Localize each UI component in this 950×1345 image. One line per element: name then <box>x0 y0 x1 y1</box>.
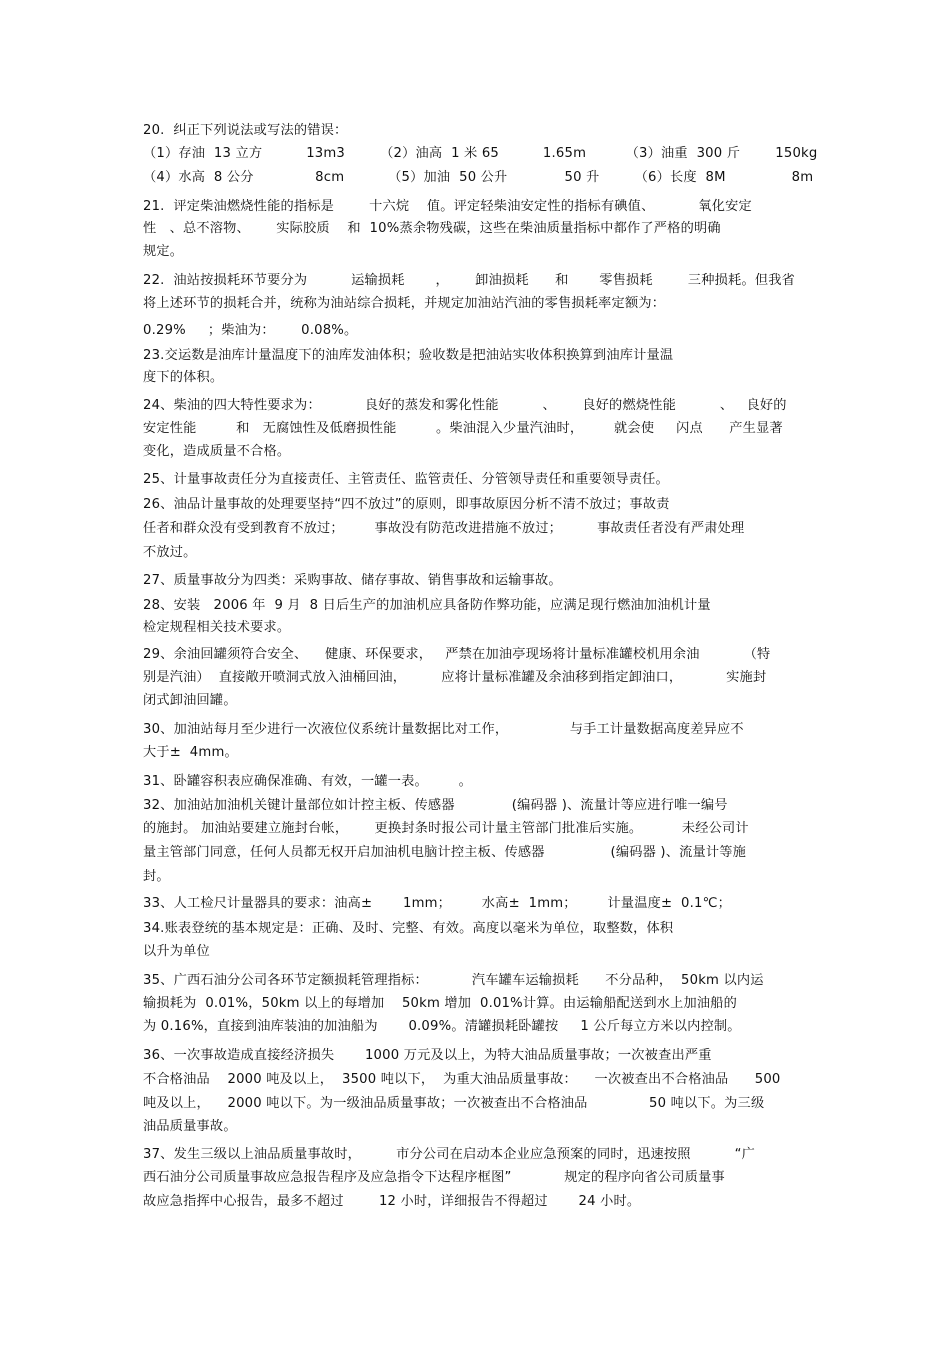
text-line: 规定。 <box>143 244 184 259</box>
text-line: 36、一次事故造成直接经济损失 1000 万元及以上，为特大油品质量事故；一次被查出严重 <box>143 1048 712 1063</box>
text-line: 故应急指挥中心报告，最多不超过 12 小时，详细报告不得超过 24 小时。 <box>143 1194 641 1209</box>
text-line: 不合格油品 2000 吨及以上， 3500 吨以下， 为重大油品质量事故： 一次被查出不合格油品 500 <box>143 1072 781 1087</box>
text-line: 31、卧罐容积表应确保准确、有效，一罐一表。 。 <box>143 774 473 789</box>
text-line: 23.交运数是油库计量温度下的油库发油体积；验收数是把油站实收体积换算到油库计量温 <box>143 348 674 363</box>
text-line: 0.29% ；柴油为： 0.08%。 <box>143 323 358 338</box>
text-line: 的施封。 加油站要建立施封台帐， 更换封条时报公司计量主管部门批准后实施。 未经公司计 <box>143 821 749 836</box>
text-line: 输损耗为 0.01%，50km 以上的每增加 50km 增加 0.01%计算。由运输船配送到水上加油船的 <box>143 996 738 1011</box>
text-line: 34.账表登统的基本规定是：正确、及时、完整、有效。高度以毫米为单位，取整数，体积 <box>143 921 674 936</box>
text-line: 量主管部门同意，任何人员都无权开启加油机电脑计控主板、传感器 (编码器 )、流量计等施 <box>143 845 747 860</box>
text-line: 20. 纠正下列说法或写法的错误： <box>143 123 348 138</box>
text-line: 吨及以上， 2000 吨以下。为一级油品质量事故；一次被查出不合格油品 50 吨以下。为三级 <box>143 1096 765 1111</box>
text-line: 26、油品计量事故的处理要坚持“四不放过”的原则，即事故原因分析不清不放过；事故责 <box>143 497 670 512</box>
text-line: 油品质量事故。 <box>143 1119 237 1134</box>
text-line: 变化，造成质量不合格。 <box>143 444 291 459</box>
text-line: （1）存油 13 立方 13m3 （2）油高 1 米 65 1.65m （3）油重 300 斤 150kg <box>143 146 818 161</box>
text-line: 将上述环节的损耗合并，统称为油站综合损耗，并规定加油站汽油的零售损耗率定额为： <box>143 296 666 311</box>
text-line: 性 、总不溶物、 实际胶质 和 10%蒸余物残碳，这些在柴油质量指标中都作了严格的明确 <box>143 221 721 236</box>
text-line: 33、人工检尺计量器具的要求：油高± 1mm； 水高± 1mm； 计量温度± 0.1℃； <box>143 896 731 911</box>
text-line: 别是汽油） 直接敞开喷洞式放入油桶回油， 应将计量标准罐及余油移到指定卸油口， 实施封 <box>143 670 767 685</box>
text-line: 32、加油站加油机关键计量部位如计控主板、传感器 (编码器 )、流量计等应进行唯一编号 <box>143 798 728 813</box>
text-line: 西石油分公司质量事故应急报告程序及应急指令下达程序框图” 规定的程序向省公司质量事 <box>143 1170 725 1185</box>
text-line: 24、柴油的四大特性要求为： 良好的蒸发和雾化性能 、 良好的燃烧性能 、 良好的 <box>143 398 787 413</box>
text-line: 37、发生三级以上油品质量事故时， 市分公司在启动本企业应急预案的同时，迅速按照 “广 <box>143 1147 755 1162</box>
text-line: 安定性能 和 无腐蚀性及低磨损性能 。柴油混入少量汽油时， 就会使 闪点 产生显著 <box>143 421 783 436</box>
text-line: 30、加油站每月至少进行一次液位仪系统计量数据比对工作， 与手工计量数据高度差异应不 <box>143 722 744 737</box>
text-line: （4）水高 8 公分 8cm （5）加油 50 公升 50 升 （6）长度 8M 8m <box>143 170 814 185</box>
text-line: 大于± 4mm。 <box>143 745 238 760</box>
text-line: 以升为单位 <box>143 944 210 959</box>
text-line: 22. 油站按损耗环节要分为 运输损耗 ， 卸油损耗 和 零售损耗 三种损耗。但我省 <box>143 273 795 288</box>
text-line: 检定规程相关技术要求。 <box>143 620 291 635</box>
text-line: 度下的体积。 <box>143 370 224 385</box>
text-line: 28、安装 2006 年 9 月 8 日后生产的加油机应具备防作弊功能，应满足现行燃油加油机计量 <box>143 598 711 613</box>
text-line: 封。 <box>143 869 170 884</box>
text-line: 21. 评定柴油燃烧性能的指标是 十六烷 值。评定轻柴油安定性的指标有碘值、 氧化安定 <box>143 199 752 214</box>
text-line: 35、广西石油分公司各环节定额损耗管理指标： 汽车罐车运输损耗 不分品种， 50km 以内运 <box>143 973 764 988</box>
text-line: 25、计量事故责任分为直接责任、主管责任、监管责任、分管领导责任和重要领导责任。 <box>143 472 669 487</box>
text-line: 不放过。 <box>143 545 197 560</box>
text-line: 27、质量事故分为四类：采购事故、储存事故、销售事故和运输事故。 <box>143 573 562 588</box>
text-line: 任者和群众没有受到教育不放过； 事故没有防范改进措施不放过； 事故责任者没有严肃处理 <box>143 521 745 536</box>
text-line: 闭式卸油回罐。 <box>143 693 237 708</box>
text-line: 为 0.16%，直接到油库装油的加油船为 0.09%。清罐损耗卧罐按 1 公斤每立方米以内控制。 <box>143 1019 741 1034</box>
text-line: 29、余油回罐须符合安全、 健康、环保要求， 严禁在加油亭现场将计量标准罐校机用余油 （特 <box>143 647 771 662</box>
